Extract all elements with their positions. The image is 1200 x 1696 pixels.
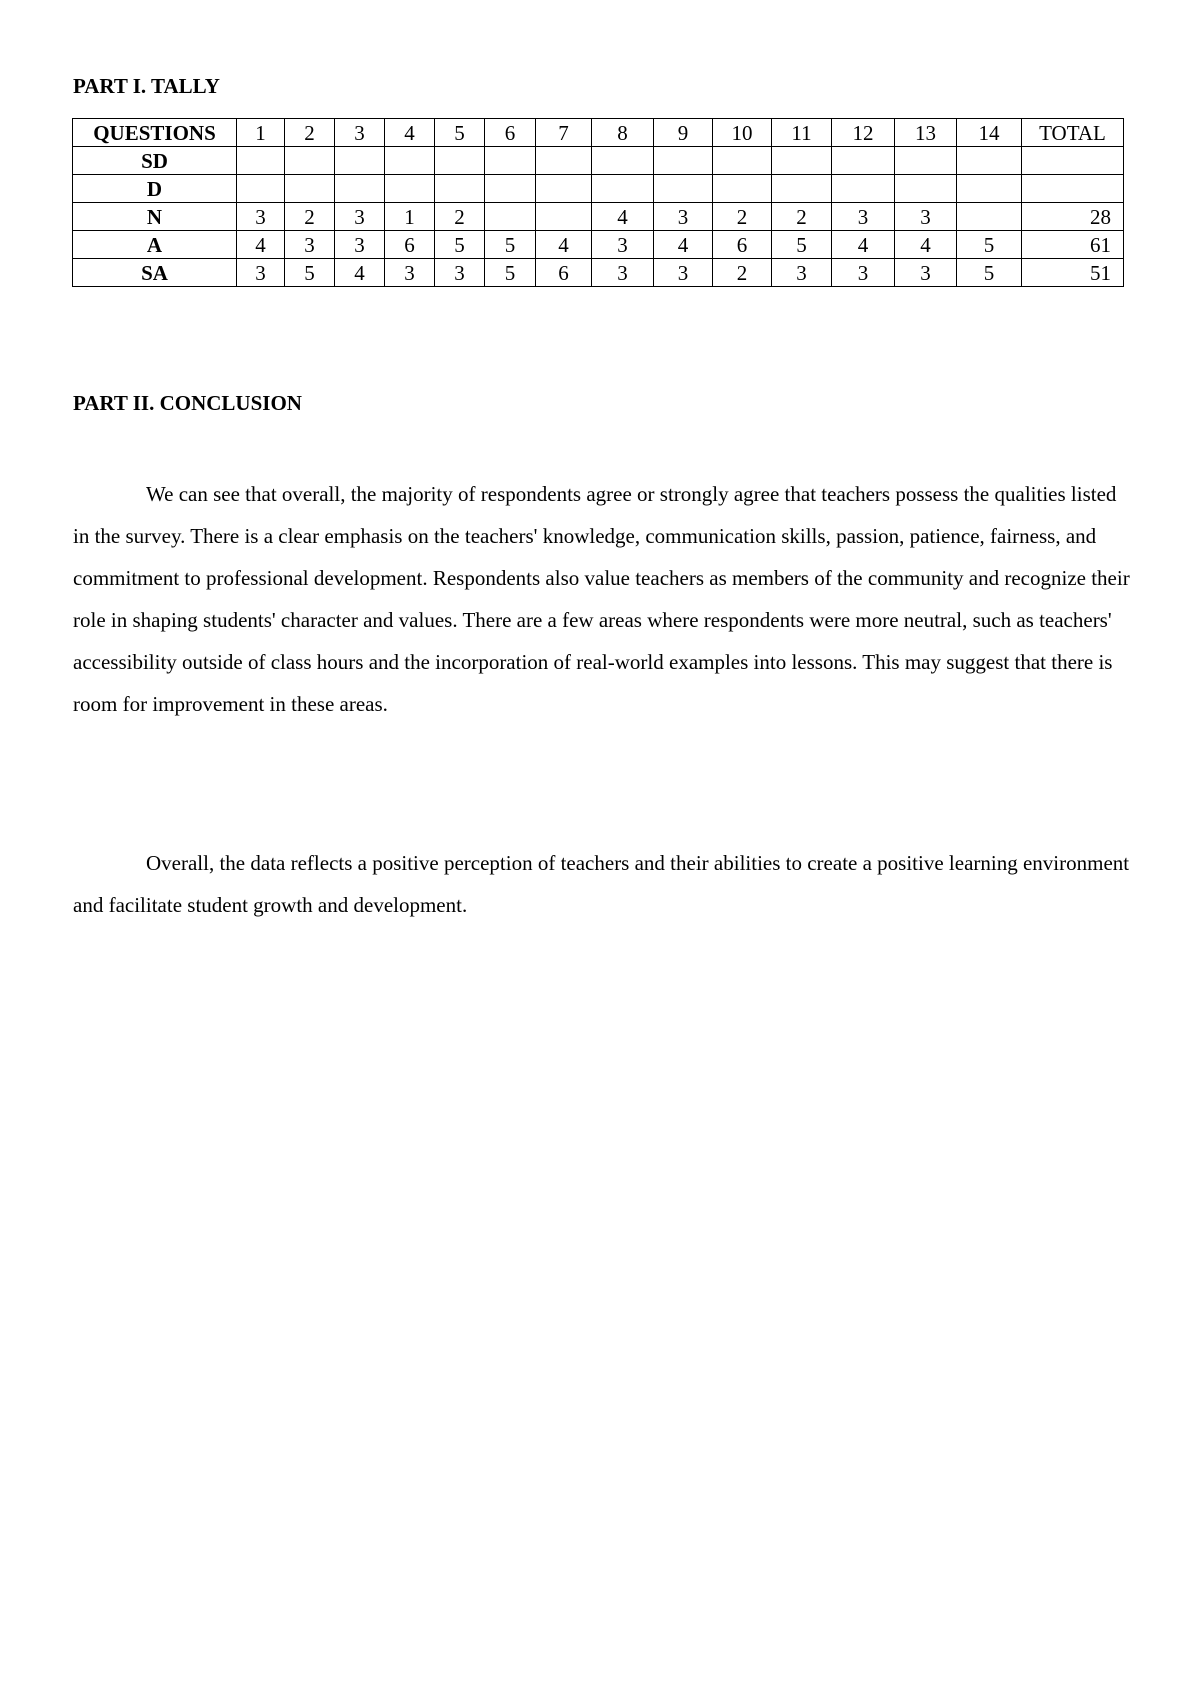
tally-cell: 3 (335, 231, 385, 259)
tally-cell: 4 (536, 231, 592, 259)
tally-cell: 4 (335, 259, 385, 287)
table-row (73, 231, 1124, 259)
tally-cell (654, 175, 713, 203)
header-cell: 6 (485, 119, 536, 147)
row-label-cell: SA (73, 259, 237, 287)
tally-cell (285, 147, 335, 175)
total-cell: 28 (1022, 203, 1124, 231)
tally-cell (592, 147, 654, 175)
table-row (73, 203, 1124, 231)
tally-cell (335, 175, 385, 203)
total-cell (1022, 175, 1124, 203)
tally-cell: 3 (237, 203, 285, 231)
header-cell: QUESTIONS (73, 119, 237, 147)
row-label-cell: N (73, 203, 237, 231)
tally-cell (536, 147, 592, 175)
row-label-cell: A (73, 231, 237, 259)
tally-cell: 2 (285, 203, 335, 231)
tally-cell: 5 (957, 231, 1022, 259)
tally-cell: 4 (592, 203, 654, 231)
header-cell: 4 (385, 119, 435, 147)
part1-heading: PART I. TALLY (73, 74, 220, 98)
tally-cell (957, 147, 1022, 175)
header-cell: 8 (592, 119, 654, 147)
tally-cell (435, 147, 485, 175)
tally-cell: 5 (957, 259, 1022, 287)
tally-cell: 3 (895, 203, 957, 231)
tally-cell (654, 147, 713, 175)
tally-cell: 2 (713, 203, 772, 231)
total-cell (1022, 147, 1124, 175)
table-row (73, 147, 1124, 175)
part2-heading: PART II. CONCLUSION (73, 391, 302, 415)
header-cell: TOTAL (1022, 119, 1124, 147)
tally-cell: 3 (435, 259, 485, 287)
tally-cell: 1 (385, 203, 435, 231)
tally-cell: 3 (895, 259, 957, 287)
tally-cell: 3 (654, 259, 713, 287)
tally-cell: 5 (285, 259, 335, 287)
conclusion-paragraph: Overall, the data reflects a positive perception of teachers and their abilities to create a positive learning environment and facilitate student growth and development. (73, 851, 1130, 917)
header-cell: 13 (895, 119, 957, 147)
tally-cell: 3 (832, 259, 895, 287)
header-cell: 12 (832, 119, 895, 147)
tally-cell: 3 (285, 231, 335, 259)
tally-cell (832, 175, 895, 203)
header-cell: 3 (335, 119, 385, 147)
tally-cell (485, 147, 536, 175)
tally-cell: 6 (385, 231, 435, 259)
tally-cell: 2 (772, 203, 832, 231)
tally-cell (713, 175, 772, 203)
row-label-cell: SD (73, 147, 237, 175)
tally-cell: 4 (654, 231, 713, 259)
tally-cell: 3 (654, 203, 713, 231)
tally-cell (285, 175, 335, 203)
tally-cell: 6 (536, 259, 592, 287)
tally-cell: 2 (435, 203, 485, 231)
tally-cell (957, 175, 1022, 203)
tally-cell: 3 (832, 203, 895, 231)
header-cell: 2 (285, 119, 335, 147)
tally-header-row (73, 119, 1124, 147)
tally-cell: 3 (237, 259, 285, 287)
tally-cell (957, 203, 1022, 231)
header-cell: 7 (536, 119, 592, 147)
tally-cell (536, 175, 592, 203)
tally-cell: 5 (435, 231, 485, 259)
tally-cell: 3 (335, 203, 385, 231)
tally-cell (385, 147, 435, 175)
tally-cell (772, 175, 832, 203)
total-cell: 51 (1022, 259, 1124, 287)
tally-cell (385, 175, 435, 203)
tally-cell (485, 175, 536, 203)
tally-cell (335, 147, 385, 175)
header-cell: 5 (435, 119, 485, 147)
tally-cell: 3 (385, 259, 435, 287)
table-row (73, 175, 1124, 203)
header-cell: 1 (237, 119, 285, 147)
header-cell: 14 (957, 119, 1022, 147)
tally-cell (237, 175, 285, 203)
tally-cell: 4 (895, 231, 957, 259)
table-row (73, 259, 1124, 287)
tally-cell: 3 (772, 259, 832, 287)
tally-cell (713, 147, 772, 175)
tally-cell: 3 (592, 259, 654, 287)
tally-cell: 5 (772, 231, 832, 259)
conclusion-paragraph: We can see that overall, the majority of respondents agree or strongly agree that teachers possess the qualities listed in the survey. There is a clear emphasis on the teachers' knowledge, communication skills, passion, patience, fairness, and commitment to professional development. Respondents also value teachers as members of the community and recognize their role in shaping students' character and values. There are a few areas where respondents were more neutral, such as teachers' accessibility outside of class hours and the incorporation of real-world examples into lessons. This may suggest that there is room for improvement in these areas. (73, 482, 1130, 716)
tally-cell: 5 (485, 259, 536, 287)
tally-cell: 2 (713, 259, 772, 287)
tally-cell (536, 203, 592, 231)
row-label-cell: D (73, 175, 237, 203)
tally-cell (895, 175, 957, 203)
tally-cell: 6 (713, 231, 772, 259)
tally-cell (772, 147, 832, 175)
tally-cell (592, 175, 654, 203)
tally-cell (435, 175, 485, 203)
total-cell: 61 (1022, 231, 1124, 259)
tally-table (72, 118, 1124, 287)
tally-cell: 5 (485, 231, 536, 259)
tally-cell (485, 203, 536, 231)
header-cell: 10 (713, 119, 772, 147)
tally-cell (832, 147, 895, 175)
header-cell: 9 (654, 119, 713, 147)
tally-cell: 4 (832, 231, 895, 259)
tally-cell (237, 147, 285, 175)
tally-cell (895, 147, 957, 175)
header-cell: 11 (772, 119, 832, 147)
tally-cell: 4 (237, 231, 285, 259)
tally-cell: 3 (592, 231, 654, 259)
